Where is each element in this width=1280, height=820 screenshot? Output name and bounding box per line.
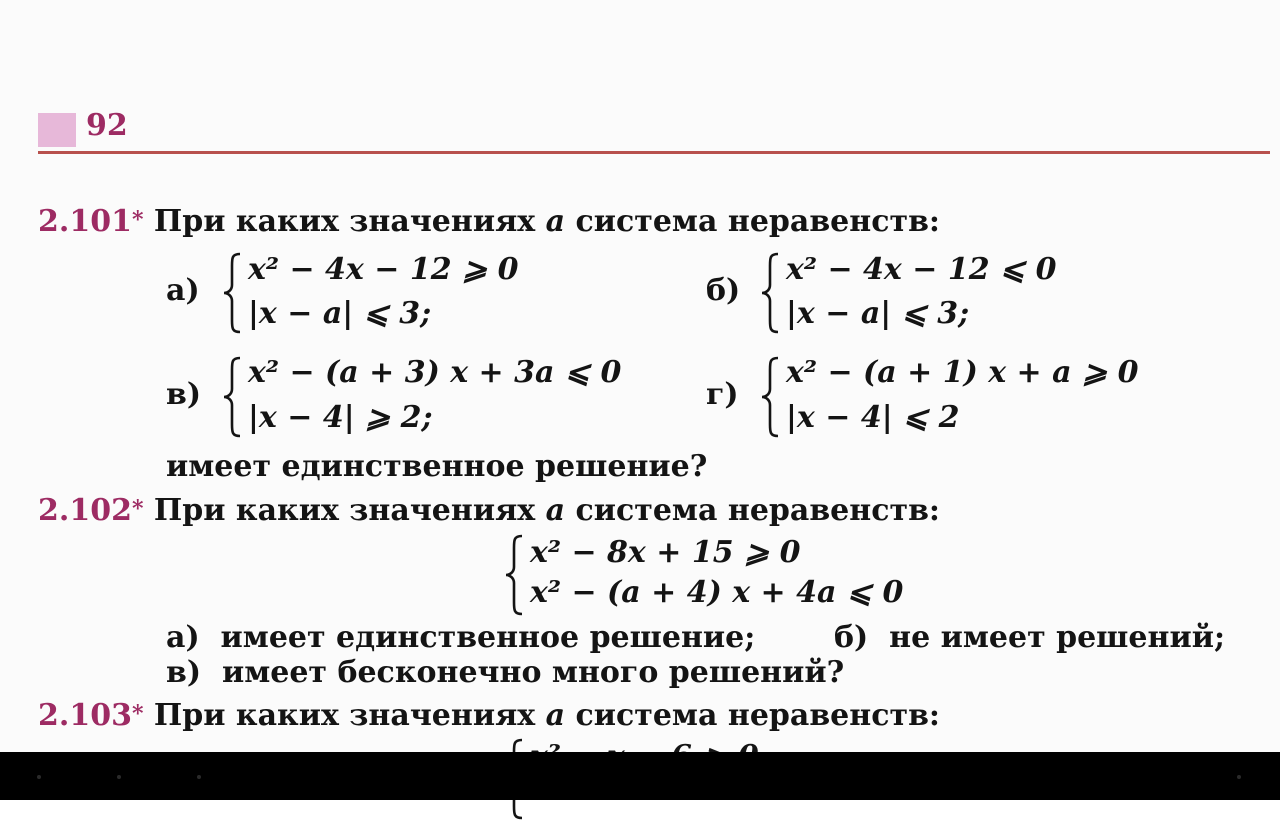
option-text: имеет бесконечно много решений? [221, 655, 845, 690]
problem-number: 2.102 [38, 493, 132, 528]
item-label-a: а) [166, 273, 200, 308]
system-2-102-line1: x² − 8x + 15 ⩾ 0 [530, 535, 801, 570]
item-b-line2: |x − a| ⩽ 3; [786, 296, 970, 331]
item-b-line1: x² − 4x − 12 ⩽ 0 [786, 252, 1057, 287]
option-v [166, 655, 844, 691]
question-text: При каких значениях [153, 698, 546, 733]
nav-dot-icon[interactable] [37, 775, 41, 779]
system-brace [760, 356, 782, 438]
question-text: При каких значениях [153, 204, 546, 239]
option-b [834, 620, 1225, 656]
param-a: a [545, 493, 566, 528]
header-rule [38, 151, 1270, 154]
item-label-b: б) [706, 273, 741, 308]
page-number-marker [38, 113, 76, 147]
param-a: a [545, 204, 566, 239]
nav-dot-icon[interactable] [1237, 775, 1241, 779]
item-label-g: г) [706, 377, 739, 412]
system-brace [222, 252, 244, 334]
system-brace [760, 252, 782, 334]
param-a: a [545, 698, 566, 733]
nav-dot-icon[interactable] [117, 775, 121, 779]
question-text-end: система неравенств: [565, 493, 940, 528]
system-2-102-line2: x² − (a + 4) x + 4a ⩽ 0 [530, 575, 904, 610]
problem-2-103-statement [38, 698, 940, 734]
problem-2-102-statement [38, 493, 940, 529]
question-text-end: система неравенств: [565, 698, 940, 733]
system-brace [222, 356, 244, 438]
problem-star: * [131, 496, 144, 522]
option-a [166, 620, 755, 656]
problem-2-101-statement [38, 204, 940, 240]
problem-number: 2.103 [38, 698, 132, 733]
item-g-line1: x² − (a + 1) x + a ⩾ 0 [786, 355, 1139, 390]
nav-dot-icon[interactable] [197, 775, 201, 779]
problem-star: * [131, 701, 144, 727]
problem-2-101-tail: имеет единственное решение? [166, 449, 708, 484]
question-text: При каких значениях [153, 493, 546, 528]
item-g-line2: |x − 4| ⩽ 2 [786, 400, 960, 435]
item-label-v: в) [166, 377, 202, 412]
item-v-line1: x² − (a + 3) x + 3a ⩽ 0 [248, 355, 622, 390]
question-text-end: система неравенств: [565, 204, 940, 239]
system-navigation-bar [0, 752, 1280, 800]
page-number: 92 [86, 108, 128, 143]
option-label: в) [166, 655, 202, 690]
option-text: не имеет решений; [889, 620, 1226, 655]
item-a-line1: x² − 4x − 12 ⩾ 0 [248, 252, 519, 287]
system-brace [504, 534, 526, 616]
item-v-line2: |x − 4| ⩾ 2; [248, 400, 433, 435]
option-text: имеет единственное решение; [220, 620, 756, 655]
option-label: б) [834, 620, 869, 655]
item-a-line2: |x − a| ⩽ 3; [248, 296, 432, 331]
problem-number: 2.101 [38, 204, 132, 239]
problem-star: * [131, 207, 144, 233]
cut-off-region [0, 736, 1280, 752]
option-label: а) [166, 620, 200, 655]
